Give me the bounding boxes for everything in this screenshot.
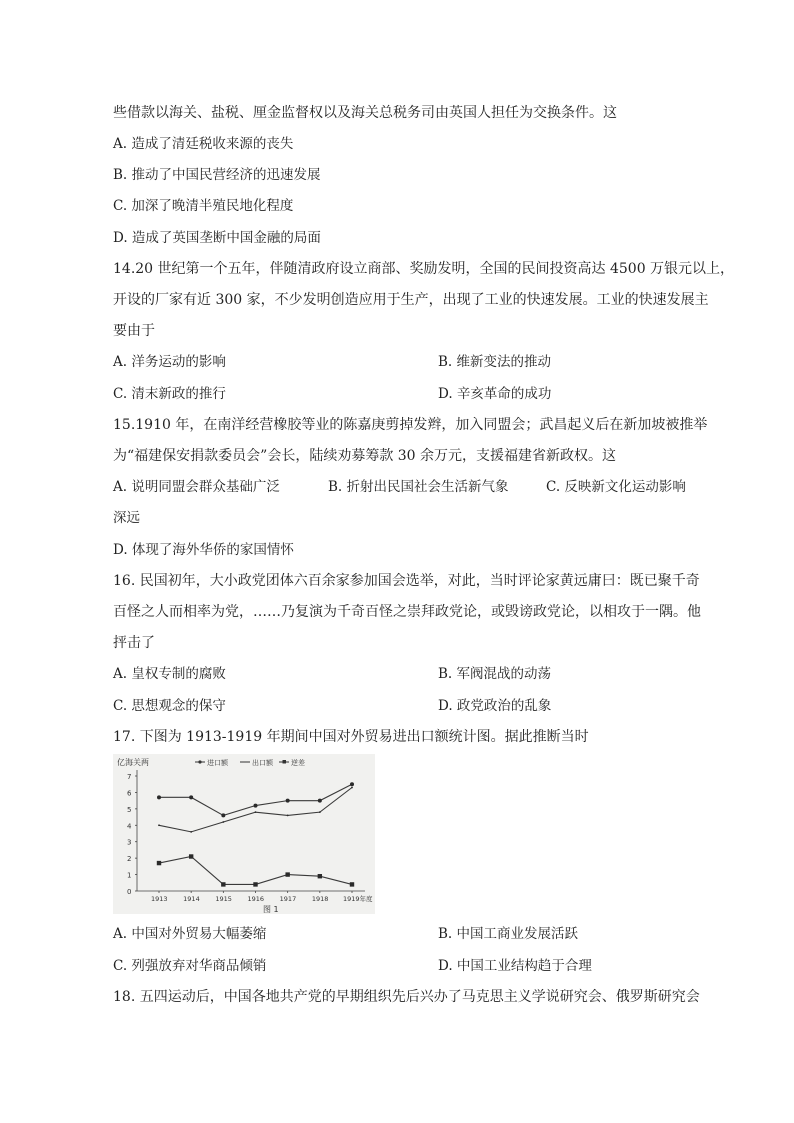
legend-label-deficit: 逆差 [291, 759, 305, 767]
data-point-import [318, 799, 322, 803]
data-point-import [286, 799, 290, 803]
q13-option-d[interactable]: D. 造成了英国垄断中国金融的局面 [113, 230, 321, 246]
q16-stem-line1: 16. 民国初年，大小政党团体六百余家参加国会选举，对此，当时评论家黄远庸曰：既已聚千奇 [113, 573, 700, 589]
data-point-export [190, 831, 192, 833]
q16-option-a[interactable]: A. 皇权专制的腐败 [113, 666, 226, 682]
data-point-export [158, 824, 160, 826]
x-tick-label: 1918 [311, 895, 329, 903]
series-line-1 [159, 788, 352, 832]
q16-stem-line3: 抨击了 [113, 635, 155, 651]
q16-option-c[interactable]: C. 思想观念的保守 [113, 698, 226, 714]
y-tick-label: 6 [127, 789, 132, 798]
legend [117, 757, 305, 767]
data-point-deficit [350, 882, 354, 886]
y-tick-label: 1 [127, 871, 132, 880]
unit-label: 亿海关两 [117, 758, 149, 767]
q17-option-b[interactable]: B. 中国工商业发展活跃 [438, 926, 579, 942]
data-point-export [319, 811, 321, 813]
q15-option-d[interactable]: D. 体现了海外华侨的家国情怀 [113, 542, 294, 558]
trade-line-chart [113, 754, 375, 914]
q14-option-a[interactable]: A. 洋务运动的影响 [113, 354, 226, 370]
data-point-export [222, 821, 224, 823]
q14-option-c[interactable]: C. 清末新政的推行 [113, 386, 226, 402]
y-tick-label: 2 [127, 855, 132, 864]
q14-option-b[interactable]: B. 维新变法的推动 [438, 354, 552, 370]
q15-stem-line1: 15.1910 年，在南洋经营橡胶等业的陈嘉庚剪掉发辫，加入同盟会；武昌起义后在新加坡被推举 [113, 417, 708, 433]
y-tick-label: 5 [127, 805, 132, 814]
q16-option-d[interactable]: D. 政党政治的乱象 [438, 698, 552, 714]
q14-stem-line1: 14.20 世纪第一个五年，伴随清政府设立商部、奖励发明，全国的民间投资高达 4500 万银元以上， [113, 261, 735, 277]
q13-option-c[interactable]: C. 加深了晚清半殖民地化程度 [113, 198, 294, 214]
x-tick-label: 1917 [279, 895, 297, 903]
q17-option-d[interactable]: D. 中国工业结构趋于合理 [438, 958, 592, 974]
data-point-deficit [253, 882, 257, 886]
x-tick-label: 1919年度 [343, 895, 373, 903]
y-tick-label: 4 [127, 822, 132, 831]
data-point-deficit [189, 854, 193, 858]
q17-option-c[interactable]: C. 列强放弃对华商品倾销 [113, 958, 267, 974]
q15-option-a[interactable]: A. 说明同盟会群众基础广泛 [113, 479, 280, 495]
data-point-import [350, 782, 354, 786]
q17-stem: 17. 下图为 1913-1919 年期间中国对外贸易进出口额统计图。据此推断当时 [113, 729, 589, 745]
data-point-import [254, 804, 258, 808]
x-tick-label: 1914 [183, 895, 200, 903]
series-line-2 [159, 857, 352, 885]
q14-option-d[interactable]: D. 辛亥革命的成功 [438, 386, 552, 402]
q16-stem-line2: 百怪之人而相率为党，……乃复演为千奇百怪之崇拜政党论，或毁谤政党论，以相攻于一隅。他 [113, 604, 701, 620]
y-tick-label: 7 [127, 773, 132, 781]
q14-stem-line3: 要由于 [113, 323, 155, 339]
legend-marker-deficit [283, 760, 287, 764]
legend-label-import: 进口额 [207, 759, 228, 767]
data-point-export [287, 815, 289, 817]
q15-option-c[interactable]: C. 反映新文化运动影响 [546, 479, 686, 495]
figure-caption: 图 1 [263, 905, 279, 914]
q15-stem-line2: 为“福建保安捐款委员会”会长，陆续劝募筹款 30 余万元，支援福建省新政权。这 [113, 448, 617, 464]
data-point-deficit [157, 861, 161, 865]
legend-marker-import [198, 760, 201, 763]
q18-stem: 18. 五四运动后，中国各地共产党的早期组织先后兴办了马克思主义学说研究会、俄罗斯研究会 [113, 989, 700, 1005]
data-point-import [221, 813, 225, 817]
legend-label-export: 出口额 [252, 759, 273, 767]
data-point-deficit [221, 882, 225, 886]
q15-option-b[interactable]: B. 折射出民国社会生活新气象 [328, 479, 509, 495]
data-point-deficit [318, 874, 322, 878]
q15-option-c-continued: 深远 [113, 510, 140, 526]
q13-option-b[interactable]: B. 推动了中国民营经济的迅速发展 [113, 167, 321, 183]
data-point-import [189, 795, 193, 799]
data-point-import [157, 795, 161, 799]
q14-stem-line2: 开设的厂家有近 300 家，不少发明创造应用于生产，出现了工业的快速发展。工业的快速发展主 [113, 292, 709, 308]
trade-chart-figure [113, 754, 375, 914]
x-tick-label: 1913 [151, 895, 168, 903]
x-tick-label: 1916 [247, 895, 265, 903]
q13-stem: 些借款以海关、盐税、厘金监督权以及海关总税务司由英国人担任为交换条件。这 [113, 105, 617, 121]
q17-option-a[interactable]: A. 中国对外贸易大幅萎缩 [113, 926, 267, 942]
y-tick-label: 0 [127, 888, 132, 896]
series-line-0 [159, 784, 352, 815]
q16-option-b[interactable]: B. 军阀混战的动荡 [438, 666, 552, 682]
data-point-export [351, 787, 353, 789]
data-point-deficit [285, 872, 289, 876]
q13-option-a[interactable]: A. 造成了清廷税收来源的丧失 [113, 136, 294, 152]
data-point-export [255, 811, 257, 813]
y-tick-label: 3 [127, 838, 132, 847]
x-tick-label: 1915 [215, 895, 232, 903]
